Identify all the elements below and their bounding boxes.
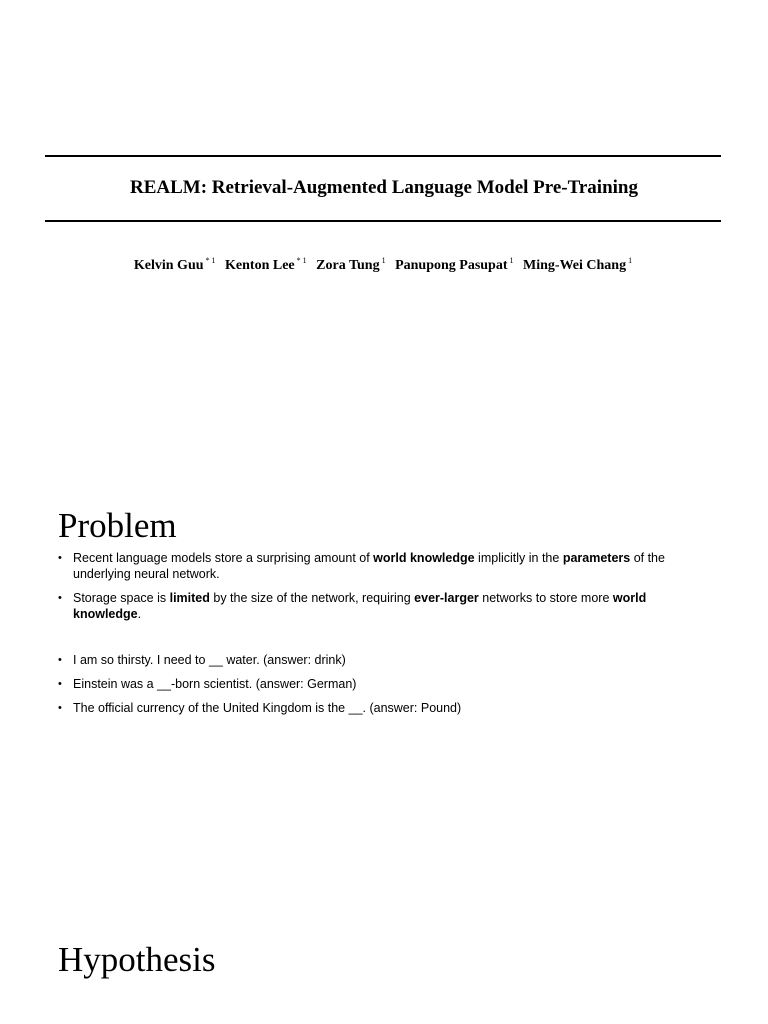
bullet-item xyxy=(58,590,708,622)
bullet-text: Recent language models store a surprising amount of xyxy=(73,551,374,565)
bullet-emphasis: ever-larger xyxy=(414,591,479,605)
author-affiliation-mark: * 1 xyxy=(205,256,216,265)
bullet-text: . xyxy=(137,607,142,621)
bullet-text: networks to store more xyxy=(478,591,613,605)
bullet-emphasis: limited xyxy=(169,591,210,605)
bullet-text: of the underlying neural network. xyxy=(73,551,665,581)
author-name: Ming-Wei Chang xyxy=(523,258,627,273)
author xyxy=(523,251,632,276)
author-affiliation-mark: 1 xyxy=(509,256,514,265)
example-item: • I am so thirsty. I need to __ water. (answer: drink) xyxy=(58,652,708,668)
title-bottom-rule xyxy=(45,220,721,222)
author xyxy=(395,251,513,276)
problem-heading: Problem xyxy=(58,506,177,546)
author-affiliation-mark: 1 xyxy=(381,256,386,265)
author-affiliation-mark: * 1 xyxy=(296,256,307,265)
author xyxy=(225,251,307,276)
hypothesis-heading: Hypothesis xyxy=(58,940,216,980)
author-name: Kenton Lee xyxy=(225,258,295,273)
example-bullet-list xyxy=(58,652,708,724)
author-name: Panupong Pasupat xyxy=(395,258,508,273)
bullet-text: by the size of the network, requiring xyxy=(209,591,415,605)
author-affiliation-mark: 1 xyxy=(628,256,633,265)
bullet-emphasis: world knowledge xyxy=(73,591,647,621)
example-item: • Einstein was a __-born scientist. (answer: German) xyxy=(58,676,708,692)
title-top-rule xyxy=(45,155,721,157)
bullet-emphasis: world knowledge xyxy=(373,551,475,565)
author-name: Zora Tung xyxy=(316,258,380,273)
bullet-emphasis: parameters xyxy=(562,551,631,565)
bullet-text: implicitly in the xyxy=(474,551,563,565)
author xyxy=(134,251,216,276)
author-list xyxy=(0,251,766,276)
paper-title: REALM: Retrieval-Augmented Language Model Pre-Training xyxy=(129,177,639,198)
example-item: • The official currency of the United Kingdom is the __. (answer: Pound) xyxy=(58,700,708,716)
problem-bullet-list xyxy=(58,550,708,630)
author xyxy=(316,251,385,276)
author-name: Kelvin Guu xyxy=(133,258,204,273)
bullet-text: Storage space is xyxy=(73,591,170,605)
bullet-item xyxy=(58,550,708,582)
